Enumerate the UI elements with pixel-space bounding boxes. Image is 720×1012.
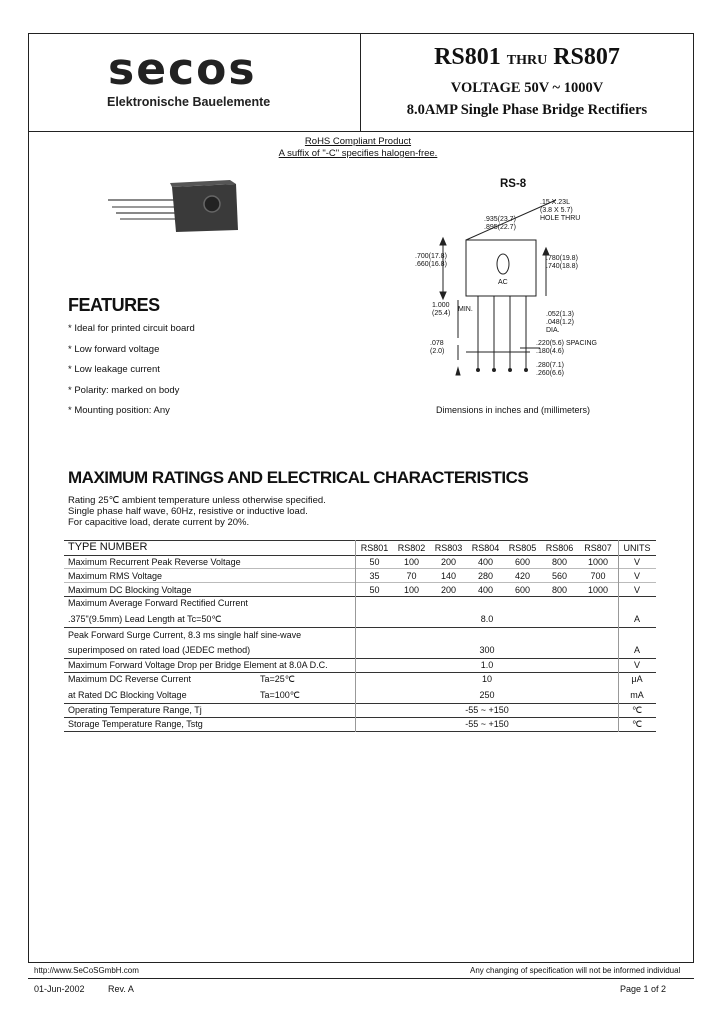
ir-condition-100: Ta=100℃	[260, 690, 300, 700]
vrrm-label: Maximum Recurrent Peak Reverse Voltage	[68, 557, 241, 567]
note-line: Single phase half wave, 60Hz, resistive or inductive load.	[68, 506, 308, 517]
ir-value-100: 250	[479, 690, 495, 700]
header-part: RS802	[397, 543, 426, 553]
vdc-value: 400	[477, 585, 494, 595]
features-heading: FEATURES	[68, 295, 160, 315]
table-rule	[64, 703, 656, 704]
ifsm-unit: A	[633, 645, 640, 655]
note-line: For capacitive load, derate current by 20%.	[68, 517, 250, 528]
header-part: RS803	[434, 543, 463, 553]
ir-value-25: 10	[481, 674, 492, 684]
ir-label-2: at Rated DC Blocking Voltage	[68, 690, 187, 700]
vdc-value: 200	[440, 585, 457, 595]
header-part: RS801	[360, 543, 389, 553]
vrms-label: Maximum RMS Voltage	[68, 571, 163, 581]
ir-condition-25: Ta=25℃	[260, 674, 295, 684]
dim-lead: .052(1.3) .048(1.2) DIA.	[546, 311, 575, 334]
part-from: RS801	[434, 44, 501, 70]
dim-min: 1.000 (25.4)	[432, 302, 451, 317]
dimension-note: Dimensions in inches and (millimeters)	[436, 405, 591, 415]
dim-height: .700(17.8) .660(16.8)	[415, 253, 447, 268]
vdc-label: Maximum DC Blocking Voltage	[68, 585, 192, 595]
vrrm-value: 200	[440, 557, 457, 567]
package-name: RS-8	[500, 178, 527, 190]
min-label: MIN.	[458, 306, 473, 313]
table-rule	[64, 627, 656, 628]
tj-unit: ℃	[631, 705, 643, 715]
vrrm-value: 600	[514, 557, 531, 567]
feature-item: * Polarity: marked on body	[68, 384, 180, 396]
table-rule	[64, 672, 656, 673]
table-rule	[64, 568, 656, 569]
footer-date: 01-Jun-2002	[34, 984, 85, 994]
table-rule	[64, 540, 656, 541]
table-rule	[64, 717, 656, 718]
tstg-label: Storage Temperature Range, Tstg	[68, 719, 203, 729]
tj-value: -55 ~ +150	[465, 705, 509, 715]
io-label: Maximum Average Forward Rectified Current	[68, 598, 248, 608]
table-rule	[64, 582, 656, 583]
header-type-number: TYPE NUMBER	[68, 541, 148, 553]
header-part: RS804	[471, 543, 500, 553]
vf-label: Maximum Forward Voltage Drop per Bridge Element at 8.0A D.C.	[68, 660, 328, 670]
vrms-value: 280	[477, 571, 494, 581]
ifsm-condition: superimposed on rated load (JEDEC method)	[68, 645, 251, 655]
vdc-value: 800	[551, 585, 568, 595]
ir-label: Maximum DC Reverse Current	[68, 674, 192, 684]
io-value: 8.0	[480, 614, 494, 624]
vrrm-unit: V	[633, 557, 640, 567]
brand-tagline: Elektronische Bauelemente	[107, 95, 271, 109]
feature-item: * Ideal for printed circuit board	[68, 323, 195, 334]
header-part: RS807	[584, 543, 612, 553]
vrms-unit: V	[633, 571, 640, 581]
vdc-value: 50	[369, 585, 380, 595]
tstg-unit: ℃	[631, 719, 643, 729]
footer-revision: Rev. A	[108, 984, 134, 994]
dim-078: .078 (2.0)	[430, 340, 445, 355]
footer-disclaimer: Any changing of specification will not be informed individual	[470, 966, 681, 975]
tstg-value: -55 ~ +150	[465, 719, 509, 729]
vdc-value: 100	[403, 585, 420, 595]
footer-page-number: Page 1 of 2	[620, 984, 667, 994]
table-rule	[64, 555, 656, 556]
vrms-value: 35	[369, 571, 380, 581]
vrms-value: 140	[440, 571, 457, 581]
vf-unit: V	[633, 660, 640, 670]
ac-label: AC	[498, 279, 508, 286]
tj-label: Operating Temperature Range, Tj	[68, 705, 202, 715]
vrms-value: 700	[590, 571, 606, 581]
vdc-value: 600	[514, 585, 531, 595]
ir-unit-100: mA	[630, 690, 644, 700]
table-rule	[64, 658, 656, 659]
halogen-free-line: A suffix of "-C" specifies halogen-free.	[278, 148, 438, 159]
header-part: RS806	[545, 543, 574, 553]
vdc-value: 1000	[587, 585, 609, 595]
table-col-rule	[355, 540, 356, 732]
ratings-notes	[68, 495, 326, 528]
footer-url[interactable]: http://www.SeCoSGmbH.com	[34, 966, 139, 975]
dim-spacing: .220(5.6) SPACING .180(4.6)	[536, 340, 597, 355]
note-line: Rating 25℃ ambient temperature unless otherwise specified.	[68, 495, 326, 506]
footer-rule	[28, 978, 694, 979]
feature-item: * Low forward voltage	[68, 343, 160, 355]
table-rule	[64, 731, 656, 732]
voltage-range: VOLTAGE 50V ~ 1000V	[450, 80, 604, 96]
ir-unit-25: μA	[631, 674, 643, 684]
feature-item: * Mounting position: Any	[68, 405, 170, 416]
part-to: RS807	[553, 44, 620, 70]
vrms-value: 70	[406, 571, 417, 581]
dim-bottom: .280(7.1) .260(6.6)	[536, 362, 565, 377]
rohs-line: RoHS Compliant Product	[304, 136, 412, 147]
header-part: RS805	[508, 543, 537, 553]
vrrm-value: 100	[403, 557, 420, 567]
ifsm-value: 300	[479, 645, 495, 655]
vrms-value: 560	[551, 571, 568, 581]
component-photo	[108, 180, 238, 232]
table-col-rule	[618, 540, 619, 732]
dim-hole: .15 X.23L (3.8 X 5.7) HOLE THRU	[540, 199, 581, 222]
thru-label: THRU	[506, 53, 548, 68]
vrrm-value: 1000	[587, 557, 609, 567]
vrrm-value: 400	[477, 557, 494, 567]
product-description: 8.0AMP Single Phase Bridge Rectifiers	[406, 102, 648, 118]
io-unit: A	[633, 614, 640, 624]
brand-logo: secos	[108, 44, 257, 95]
vdc-unit: V	[633, 585, 640, 595]
header-units: UNITS	[623, 543, 651, 553]
io-condition: .375"(9.5mm) Lead Length at Tc=50℃	[68, 614, 222, 624]
features-list	[68, 322, 195, 425]
vf-value: 1.0	[480, 660, 494, 670]
vrms-value: 420	[514, 571, 531, 581]
dim-width: .935(23.7) .895(22.7)	[484, 216, 516, 231]
ifsm-label: Peak Forward Surge Current, 8.3 ms single half sine-wave	[68, 630, 302, 640]
ratings-heading: MAXIMUM RATINGS AND ELECTRICAL CHARACTERISTICS	[68, 468, 529, 487]
vrrm-value: 800	[551, 557, 568, 567]
vrrm-value: 50	[369, 557, 380, 567]
feature-item: * Low leakage current	[68, 364, 160, 375]
dim-right: .780(19.8) .740(18.8)	[546, 255, 578, 270]
table-rule	[64, 596, 656, 597]
